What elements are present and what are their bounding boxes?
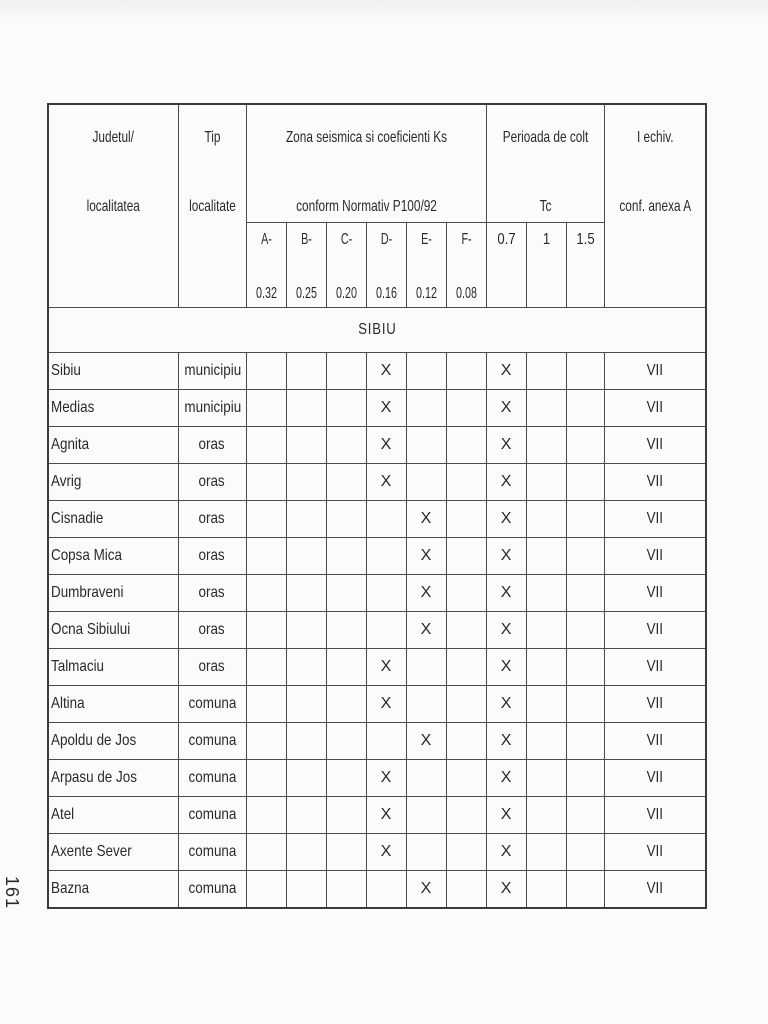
period-cell-0: X: [486, 464, 526, 501]
zone-d-cell: X: [366, 834, 406, 871]
intensity-class: VII: [604, 871, 706, 909]
locality-name: Altina: [48, 686, 178, 723]
header-locality: Judetul/ localitatea: [48, 104, 178, 308]
zone-f-cell: [446, 575, 486, 612]
locality-type: oras: [178, 464, 246, 501]
period-cell-2: [566, 501, 604, 538]
zone-d-cell: X: [366, 464, 406, 501]
period-cell-1: [526, 723, 566, 760]
zone-f-cell: [446, 723, 486, 760]
locality-type: oras: [178, 538, 246, 575]
zone-f-cell: [446, 834, 486, 871]
header-intensity: I echiv. conf. anexa A: [604, 104, 706, 308]
zone-a-cell: [246, 797, 286, 834]
locality-name: Agnita: [48, 427, 178, 464]
county-name: SIBIU: [48, 308, 706, 353]
period-cell-0: X: [486, 834, 526, 871]
intensity-class: VII: [604, 464, 706, 501]
zone-b-cell: [286, 353, 326, 390]
header-seismic-zone: Zona seismica si coeficienti Ks conform Normativ P100/92: [246, 104, 486, 223]
zone-f-cell: [446, 686, 486, 723]
zone-c-header: C- 0.20: [326, 223, 366, 308]
table-row: [48, 723, 706, 760]
period-cell-0: X: [486, 575, 526, 612]
zone-b-cell: [286, 723, 326, 760]
period-cell-2: [566, 797, 604, 834]
zone-a-cell: [246, 538, 286, 575]
zone-a-cell: [246, 427, 286, 464]
zone-b-cell: [286, 834, 326, 871]
zone-c-cell: [326, 353, 366, 390]
zone-b-cell: [286, 686, 326, 723]
locality-type: municipiu: [178, 390, 246, 427]
intensity-class: VII: [604, 797, 706, 834]
period-cell-2: [566, 649, 604, 686]
zone-c-cell: [326, 871, 366, 909]
period-cell-2: [566, 612, 604, 649]
period-cell-0: X: [486, 649, 526, 686]
zone-b-cell: [286, 871, 326, 909]
period-cell-2: [566, 871, 604, 909]
intensity-class: VII: [604, 427, 706, 464]
zone-d-cell: [366, 575, 406, 612]
intensity-class: VII: [604, 612, 706, 649]
zone-c-cell: [326, 834, 366, 871]
period-cell-1: [526, 834, 566, 871]
zone-c-cell: [326, 686, 366, 723]
locality-name: Copsa Mica: [48, 538, 178, 575]
zone-e-cell: [406, 834, 446, 871]
page-number: 161: [2, 876, 22, 910]
zone-d-cell: [366, 871, 406, 909]
zone-b-header: B- 0.25: [286, 223, 326, 308]
period-cell-1: [526, 649, 566, 686]
table-row: [48, 575, 706, 612]
zone-d-header: D- 0.16: [366, 223, 406, 308]
zone-e-cell: X: [406, 871, 446, 909]
seismic-zone-table: [47, 103, 707, 909]
zone-f-cell: [446, 538, 486, 575]
table-row: [48, 390, 706, 427]
zone-d-cell: X: [366, 649, 406, 686]
zone-d-cell: X: [366, 686, 406, 723]
period-cell-0: X: [486, 797, 526, 834]
zone-d-cell: [366, 538, 406, 575]
locality-name: Sibiu: [48, 353, 178, 390]
period-cell-0: X: [486, 723, 526, 760]
zone-b-cell: [286, 390, 326, 427]
locality-type: comuna: [178, 797, 246, 834]
zone-a-cell: [246, 834, 286, 871]
zone-a-cell: [246, 686, 286, 723]
zone-e-cell: [406, 686, 446, 723]
intensity-class: VII: [604, 760, 706, 797]
zone-c-cell: [326, 760, 366, 797]
zone-c-cell: [326, 390, 366, 427]
period-cell-2: [566, 686, 604, 723]
scan-edge: [0, 0, 768, 22]
zone-c-cell: [326, 538, 366, 575]
zone-e-cell: [406, 390, 446, 427]
zone-b-cell: [286, 649, 326, 686]
period-15-header: 1.5: [566, 223, 604, 308]
zone-e-cell: X: [406, 575, 446, 612]
zone-c-cell: [326, 464, 366, 501]
zone-e-cell: [406, 797, 446, 834]
zone-d-cell: X: [366, 390, 406, 427]
period-cell-2: [566, 575, 604, 612]
table-row: [48, 760, 706, 797]
zone-b-cell: [286, 501, 326, 538]
zone-c-cell: [326, 723, 366, 760]
locality-type: municipiu: [178, 353, 246, 390]
period-cell-0: X: [486, 390, 526, 427]
locality-type: comuna: [178, 723, 246, 760]
zone-f-cell: [446, 464, 486, 501]
period-cell-1: [526, 390, 566, 427]
table-row: [48, 686, 706, 723]
zone-a-cell: [246, 575, 286, 612]
period-cell-0: X: [486, 760, 526, 797]
intensity-class: VII: [604, 723, 706, 760]
zone-a-cell: [246, 464, 286, 501]
table-row: [48, 501, 706, 538]
zone-b-cell: [286, 464, 326, 501]
zone-d-cell: [366, 612, 406, 649]
period-cell-1: [526, 612, 566, 649]
locality-type: oras: [178, 427, 246, 464]
locality-type: comuna: [178, 834, 246, 871]
zone-d-cell: X: [366, 427, 406, 464]
zone-e-cell: [406, 464, 446, 501]
zone-f-cell: [446, 649, 486, 686]
zone-e-cell: [406, 353, 446, 390]
zone-b-cell: [286, 427, 326, 464]
intensity-class: VII: [604, 538, 706, 575]
zone-e-cell: X: [406, 538, 446, 575]
period-cell-1: [526, 427, 566, 464]
period-cell-2: [566, 427, 604, 464]
locality-type: comuna: [178, 871, 246, 909]
locality-type: oras: [178, 501, 246, 538]
locality-name: Bazna: [48, 871, 178, 909]
zone-b-cell: [286, 760, 326, 797]
zone-c-cell: [326, 501, 366, 538]
period-cell-2: [566, 834, 604, 871]
zone-f-cell: [446, 353, 486, 390]
header-corner-period: Perioada de colt Tc: [486, 104, 604, 223]
zone-f-cell: [446, 612, 486, 649]
intensity-class: VII: [604, 649, 706, 686]
locality-type: oras: [178, 612, 246, 649]
zone-f-cell: [446, 871, 486, 909]
period-cell-0: X: [486, 686, 526, 723]
period-cell-1: [526, 686, 566, 723]
period-07-header: 0.7: [486, 223, 526, 308]
period-cell-1: [526, 538, 566, 575]
intensity-class: VII: [604, 353, 706, 390]
period-cell-1: [526, 353, 566, 390]
zone-b-cell: [286, 797, 326, 834]
county-row: [48, 308, 706, 353]
zone-a-cell: [246, 353, 286, 390]
locality-name: Arpasu de Jos: [48, 760, 178, 797]
table-row: [48, 834, 706, 871]
zone-b-cell: [286, 538, 326, 575]
zone-c-cell: [326, 427, 366, 464]
locality-name: Atel: [48, 797, 178, 834]
zone-e-cell: X: [406, 723, 446, 760]
locality-type: oras: [178, 649, 246, 686]
zone-e-cell: [406, 649, 446, 686]
locality-name: Dumbraveni: [48, 575, 178, 612]
table-row: [48, 649, 706, 686]
zone-a-cell: [246, 760, 286, 797]
period-cell-0: X: [486, 612, 526, 649]
zone-e-cell: X: [406, 612, 446, 649]
locality-type: comuna: [178, 760, 246, 797]
table-row: [48, 427, 706, 464]
zone-c-cell: [326, 612, 366, 649]
zone-b-cell: [286, 612, 326, 649]
zone-c-cell: [326, 797, 366, 834]
locality-type: oras: [178, 575, 246, 612]
locality-type: comuna: [178, 686, 246, 723]
intensity-class: VII: [604, 501, 706, 538]
zone-b-cell: [286, 575, 326, 612]
zone-d-cell: [366, 501, 406, 538]
zone-c-cell: [326, 649, 366, 686]
period-cell-1: [526, 464, 566, 501]
period-cell-0: X: [486, 871, 526, 909]
period-cell-0: X: [486, 353, 526, 390]
zone-a-cell: [246, 723, 286, 760]
locality-name: Apoldu de Jos: [48, 723, 178, 760]
locality-name: Ocna Sibiului: [48, 612, 178, 649]
intensity-class: VII: [604, 834, 706, 871]
intensity-class: VII: [604, 686, 706, 723]
header-type: Tip localitate: [178, 104, 246, 308]
zone-a-header: A- 0.32: [246, 223, 286, 308]
table-row: [48, 871, 706, 909]
zone-f-cell: [446, 501, 486, 538]
locality-name: Axente Sever: [48, 834, 178, 871]
period-cell-0: X: [486, 501, 526, 538]
period-cell-1: [526, 797, 566, 834]
zone-d-cell: X: [366, 760, 406, 797]
period-cell-2: [566, 760, 604, 797]
zone-d-cell: X: [366, 353, 406, 390]
zone-c-cell: [326, 575, 366, 612]
zone-e-cell: [406, 760, 446, 797]
period-cell-2: [566, 538, 604, 575]
table-row: [48, 353, 706, 390]
zone-e-cell: [406, 427, 446, 464]
table-row: [48, 538, 706, 575]
locality-name: Talmaciu: [48, 649, 178, 686]
intensity-class: VII: [604, 575, 706, 612]
period-cell-2: [566, 723, 604, 760]
table-row: [48, 464, 706, 501]
period-cell-0: X: [486, 538, 526, 575]
table-row: [48, 797, 706, 834]
zone-f-cell: [446, 760, 486, 797]
zone-f-cell: [446, 390, 486, 427]
period-cell-1: [526, 501, 566, 538]
locality-name: Cisnadie: [48, 501, 178, 538]
zone-f-header: F- 0.08: [446, 223, 486, 308]
header-row: [48, 104, 706, 223]
zone-f-cell: [446, 797, 486, 834]
zone-a-cell: [246, 871, 286, 909]
intensity-class: VII: [604, 390, 706, 427]
zone-e-header: E- 0.12: [406, 223, 446, 308]
zone-a-cell: [246, 501, 286, 538]
zone-a-cell: [246, 390, 286, 427]
zone-e-cell: X: [406, 501, 446, 538]
period-cell-2: [566, 353, 604, 390]
zone-f-cell: [446, 427, 486, 464]
period-1-header: 1: [526, 223, 566, 308]
period-cell-2: [566, 464, 604, 501]
period-cell-1: [526, 575, 566, 612]
period-cell-1: [526, 871, 566, 909]
table-row: [48, 612, 706, 649]
zone-a-cell: [246, 649, 286, 686]
locality-name: Avrig: [48, 464, 178, 501]
locality-name: Medias: [48, 390, 178, 427]
period-cell-0: X: [486, 427, 526, 464]
period-cell-2: [566, 390, 604, 427]
zone-d-cell: X: [366, 797, 406, 834]
period-cell-1: [526, 760, 566, 797]
zone-a-cell: [246, 612, 286, 649]
zone-d-cell: [366, 723, 406, 760]
